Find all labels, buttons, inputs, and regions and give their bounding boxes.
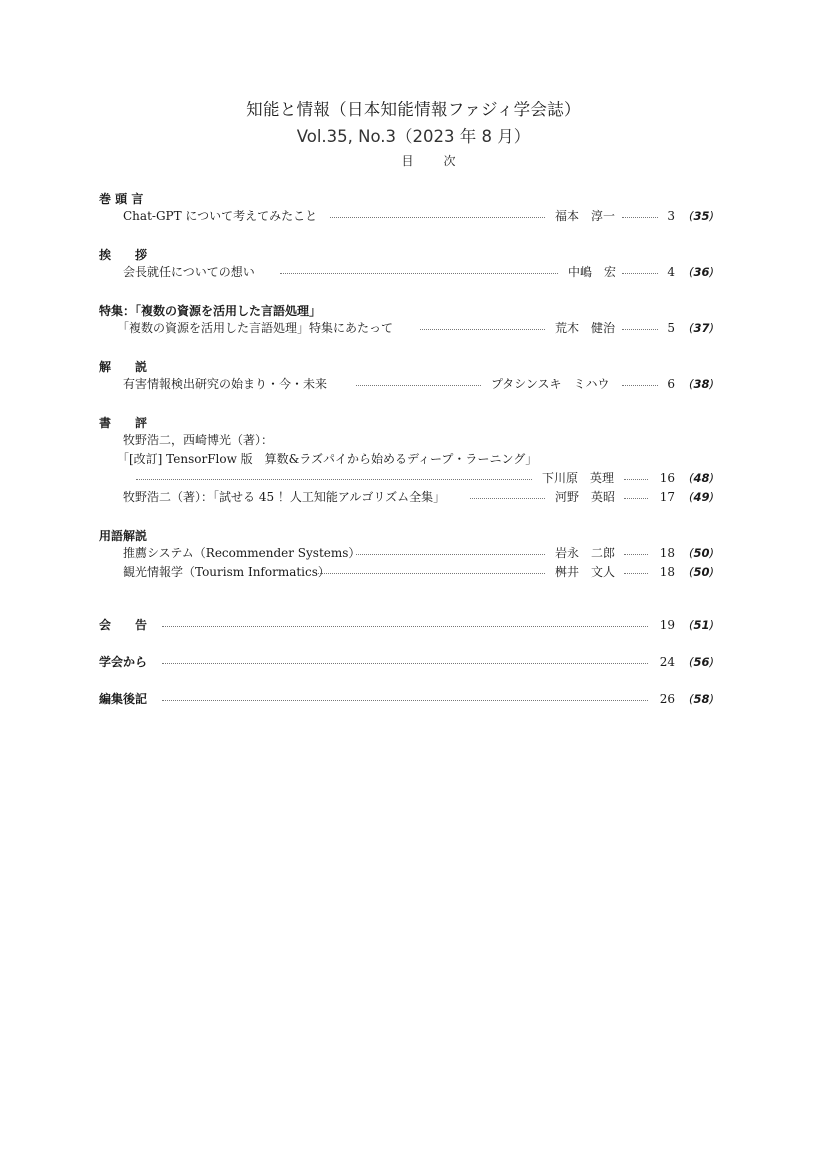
section-label-editors-note: 編集後記 <box>99 692 148 706</box>
entry-page: 3 <box>667 209 675 223</box>
entry-vol-page: (51) <box>689 618 715 632</box>
entry-title: 推薦システム（Recommender Systems） <box>123 546 361 560</box>
entry-title-line1: 牧野浩二，西崎博光（著）： <box>123 433 274 447</box>
entry-vol-page: (56) <box>689 655 715 669</box>
entry-vol-page: (35) <box>689 209 715 223</box>
entry-vol-page: (50) <box>689 546 715 560</box>
toc-heading: 目次 <box>401 154 486 168</box>
toc-entry-editors-note[interactable] <box>0 690 827 708</box>
entry-page: 6 <box>667 377 675 391</box>
dot-leader <box>280 263 558 274</box>
entry-author: 福本 淳一 <box>555 209 616 223</box>
entry-page: 19 <box>659 618 675 632</box>
entry-vol-page: (50) <box>689 565 715 579</box>
entry-page: 17 <box>659 490 675 504</box>
entry-page: 18 <box>659 546 675 560</box>
section-label-commentary: 解 説 <box>99 360 148 374</box>
entry-vol-page: (37) <box>689 321 715 335</box>
entry-vol-page: (48) <box>689 471 715 485</box>
toc-entry[interactable] <box>0 319 827 337</box>
section-label-book-review: 書 評 <box>99 416 148 430</box>
entry-page: 4 <box>667 265 675 279</box>
section-label-special-issue: 特集：「複数の資源を活用した言語処理」 <box>99 304 322 318</box>
entry-author: プタシンスキ ミハウ <box>491 377 610 391</box>
dot-leader <box>420 319 545 330</box>
entry-title: 会長就任についての想い <box>123 265 255 279</box>
entry-author: 岩永 二郎 <box>555 546 616 560</box>
entry-title: 有害情報検出研究の始まり・今・未来 <box>123 377 328 391</box>
toc-entry[interactable] <box>0 544 827 562</box>
toc-entry[interactable] <box>0 563 827 581</box>
section-label-foreword: 巻 頭 言 <box>99 192 144 206</box>
entry-title: Chat-GPT について考えてみたこと <box>123 209 318 223</box>
entry-page: 5 <box>667 321 675 335</box>
entry-page: 24 <box>659 655 675 669</box>
issue-line: Vol.35, No.3（2023 年 8 月） <box>296 127 531 146</box>
dot-leader <box>330 207 545 218</box>
entry-author: 荒木 健治 <box>555 321 616 335</box>
dot-leader <box>162 653 648 664</box>
journal-title: 知能と情報（日本知能情報ファジィ学会誌） <box>246 100 581 119</box>
section-label-glossary: 用語解説 <box>99 529 148 543</box>
toc-entry[interactable] <box>0 263 827 281</box>
entry-author: 桝井 文人 <box>555 565 616 579</box>
dot-leader <box>470 488 545 499</box>
toc-entry-from-society[interactable] <box>0 653 827 671</box>
toc-entry-announcements[interactable] <box>0 616 827 634</box>
entry-vol-page: (38) <box>689 377 715 391</box>
dot-leader <box>162 616 648 627</box>
entry-vol-page: (58) <box>689 692 715 706</box>
entry-author: 中嶋 宏 <box>568 265 617 279</box>
entry-author: 下川原 英理 <box>542 471 615 485</box>
dot-leader <box>356 544 545 555</box>
entry-title: 「複数の資源を活用した言語処理」特集にあたって <box>117 321 394 335</box>
dot-leader <box>318 563 545 574</box>
entry-page: 18 <box>659 565 675 579</box>
entry-title: 観光情報学（Tourism Informatics） <box>123 565 330 579</box>
entry-page: 16 <box>659 471 675 485</box>
entry-author: 河野 英昭 <box>555 490 616 504</box>
entry-title: 牧野浩二（著）：「試せる 45 ！人工知能アルゴリズム全集」 <box>123 490 446 504</box>
toc-entry[interactable] <box>0 207 827 225</box>
toc-entry[interactable] <box>0 375 827 393</box>
entry-vol-page: (36) <box>689 265 715 279</box>
entry-title-line2: 「[改訂] TensorFlow 版 算数&ラズパイから始めるディープ・ラーニング」 <box>117 452 538 466</box>
dot-leader <box>356 375 481 386</box>
toc-entry[interactable] <box>0 488 827 506</box>
dot-leader <box>162 690 648 701</box>
section-label-from-society: 学会から <box>99 655 148 669</box>
section-label-announcements: 会 告 <box>99 618 148 632</box>
entry-vol-page: (49) <box>689 490 715 504</box>
section-label-greeting: 挨 拶 <box>99 248 148 262</box>
toc-entry[interactable] <box>0 469 827 487</box>
entry-page: 26 <box>659 692 675 706</box>
dot-leader <box>136 469 532 480</box>
